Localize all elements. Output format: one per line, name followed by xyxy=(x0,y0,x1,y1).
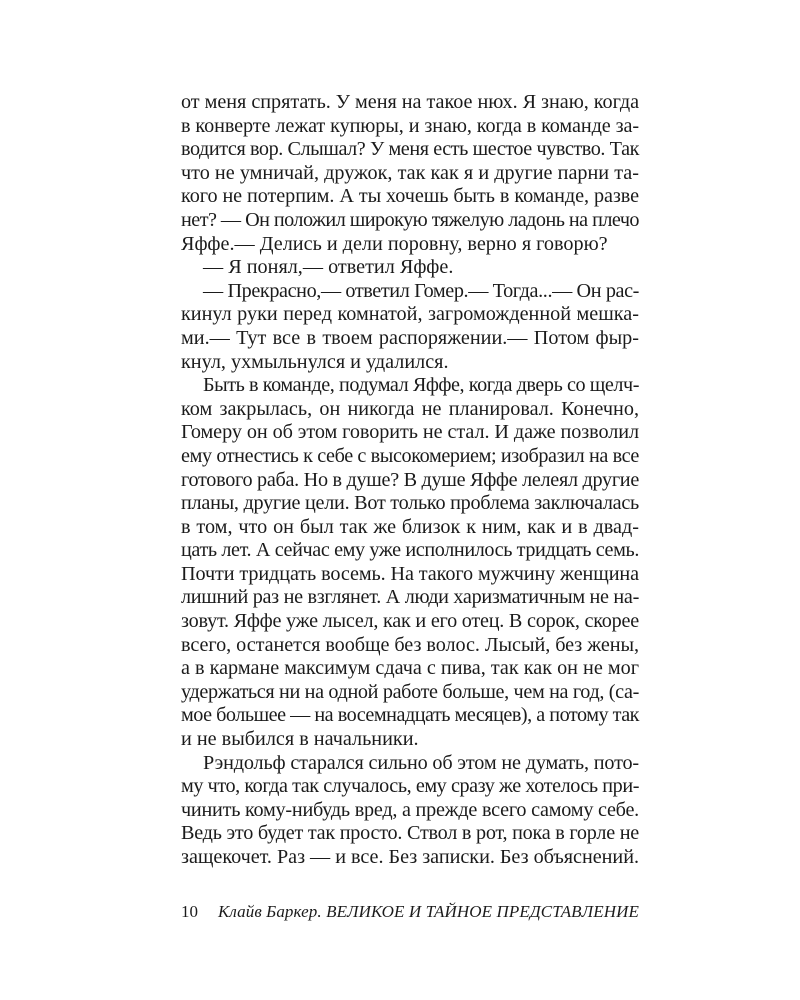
text-line: Ведь это будет так просто. Ствол в рот, пока в горле не xyxy=(181,822,639,845)
text-line: Быть в команде, подумал Яффе, когда дверь со щелч- xyxy=(203,374,639,397)
text-line: в конверте лежат купюры, и знаю, когда в команде за- xyxy=(181,114,639,137)
text-line: а в кармане максимум сдача с пива, так как он не мог xyxy=(181,657,639,680)
text-line: защекочет. Раз — и все. Без записки. Без объяснений. xyxy=(181,846,639,868)
text-line: зовут. Яффе уже лысел, как и его отец. В сорок, скорее xyxy=(181,610,639,633)
text-line: ми.— Тут все в твоем распоряжении.— Потом фыр- xyxy=(181,326,639,349)
text-line: кинул руки перед комнатой, загроможденной мешка- xyxy=(181,303,639,326)
text-line: мое большее — на восемнадцать месяцев), а потому так xyxy=(181,704,639,727)
text-line: — Прекрасно,— ответил Гомер.— Тогда...— Он рас- xyxy=(203,279,639,302)
text-line: Почти тридцать восемь. На такого мужчину женщина xyxy=(181,562,639,585)
text-line: Гомеру он об этом говорить не стал. И даже позволил xyxy=(181,421,639,444)
text-line: чинить кому-нибудь вред, а прежде всего самому себе. xyxy=(181,798,639,821)
text-line: готового раба. Но в душе? В душе Яффе лелеял другие xyxy=(181,468,639,491)
text-line: что не умничай, дружок, так как я и другие парни та- xyxy=(181,161,639,184)
text-line: в том, что он был так же близок к ним, как и в двад- xyxy=(181,515,639,538)
text-line: — Я понял,— ответил Яффе. xyxy=(203,256,454,279)
body-text xyxy=(181,91,639,870)
text-line: от меня спрятать. У меня на такое нюх. Я знаю, когда xyxy=(181,91,639,113)
text-line: Яффе.— Делись и дели поровну, верно я говорю? xyxy=(181,232,608,255)
text-line: цать лет. А сейчас ему уже исполнилось тридцать семь. xyxy=(181,539,639,562)
running-head: Клайв Баркер. ВЕЛИКОЕ И ТАЙНОЕ ПРЕДСТАВЛЕНИЕ xyxy=(218,902,639,921)
text-line: всего, останется вообще без волос. Лысый, без жены, xyxy=(181,633,639,656)
text-line: кнул, ухмыльнулся и удалился. xyxy=(181,350,449,373)
text-line: удержаться ни на одной работе больше, чем на год, (са- xyxy=(181,680,639,703)
text-line: планы, другие цели. Вот только проблема заключалась xyxy=(181,492,639,515)
text-line: водится вор. Слышал? У меня есть шестое чувство. Так xyxy=(181,138,639,161)
text-line: лишний раз не взглянет. А люди харизматичным не на- xyxy=(181,586,639,609)
page-footer xyxy=(181,900,639,926)
text-line: и не выбился в начальники. xyxy=(181,728,419,751)
text-line: нет? — Он положил широкую тяжелую ладонь на плечо xyxy=(181,208,639,231)
page-number: 10 xyxy=(181,902,198,921)
text-line: Рэндольф старался сильно об этом не думать, пото- xyxy=(203,751,639,774)
text-line: му что, когда так случалось, ему сразу же хотелось при- xyxy=(181,775,639,798)
text-line: кого не потерпим. А ты хочешь быть в команде, разве xyxy=(181,185,639,208)
text-line: ему отнестись к себе с высокомерием; изобразил на все xyxy=(181,444,639,467)
text-line: ком закрылась, он никогда не планировал. Конечно, xyxy=(181,397,639,420)
